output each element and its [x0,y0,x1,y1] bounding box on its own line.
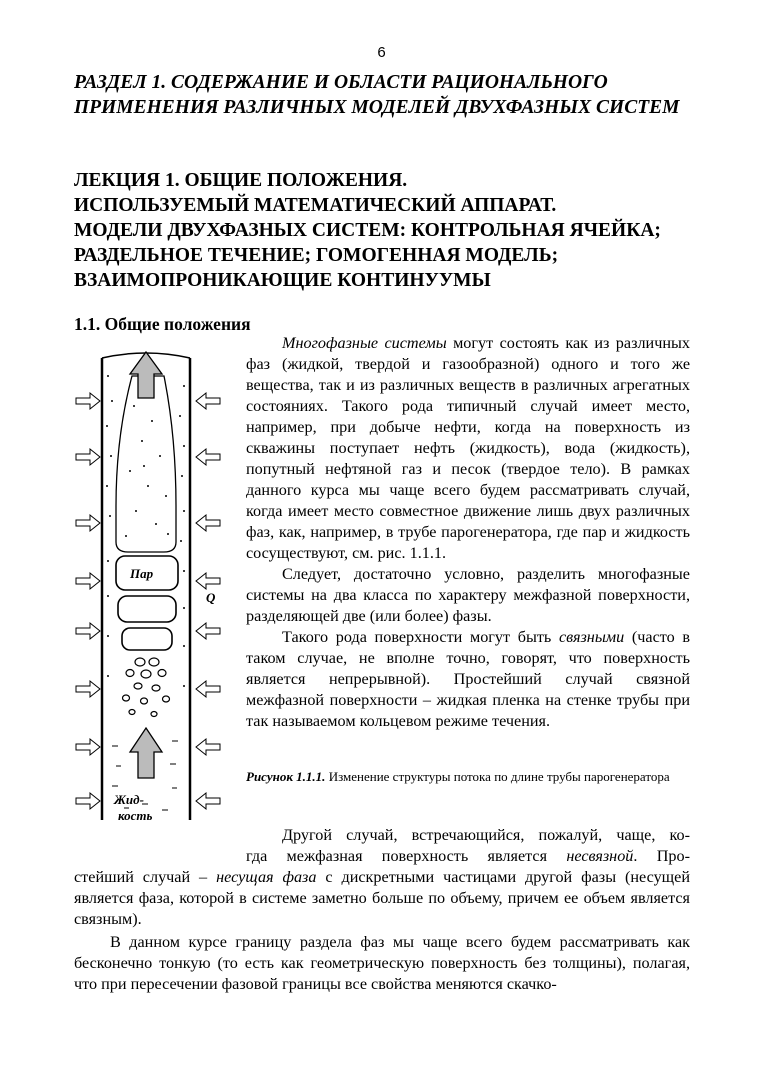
paragraph-2: Следует, достаточно условно, разделить многофазные системы на два класса по характеру межфазной поверхности, разделяющей две (или более) фазы. [246,565,690,625]
lecture-heading-line: ЛЕКЦИЯ 1. ОБЩИЕ ПОЛОЖЕНИЯ. [74,170,408,191]
subsection-heading: 1.1. Общие положения [74,314,251,334]
lecture-heading-line: РАЗДЕЛЬНОЕ ТЕЧЕНИЕ; ГОМОГЕННАЯ МОДЕЛЬ; [74,245,559,266]
steam-slug-2 [118,596,176,622]
paragraph-4-rest: стейший случай – несущая фаза с дискретными частицами другой фазы (несущей является фаза, которой в системе заметно больше по объему, причем ее объем является связным). [74,868,690,928]
paragraph-1: Многофазные системы могут состоять как из различных фаз (жидкой, твердой и газообразной) одного и того же вещества, так и из различных веществ в различных агрегатных состояниях. Такого рода типичный случай имеет место, например, при добыче нефти, когда на поверхность из скважины поступает нефть (жидкость), вода (жидкость), попутный нефтяной газ и песок (твердое тело). В рамках данного курса мы чаще всего будем рассматривать случай, когда имеет место совместное движение лишь двух различных фаз, как, например, в трубе парогенератора, где пар и жидкость сосуществуют, см. рис. 1.1.1. [246,334,690,562]
paragraph-4-line-2: гда межфазная поверхность является несвязной. Про- [246,847,690,865]
term-multiphase: Многофазные системы [282,334,447,352]
lecture-heading-line: МОДЕЛИ ДВУХФАЗНЫХ СИСТЕМ: КОНТРОЛЬНАЯ ЯЧЕЙКА; [74,220,661,241]
term-carrier-phase: несущая фаза [216,868,317,886]
paragraph-4-line-1: Другой случай, встречающийся, пожалуй, чаще, ко- [282,826,690,844]
term-disconnected: несвязной [566,847,634,865]
lecture-heading-line: ВЗАИМОПРОНИКАЮЩИЕ КОНТИНУУМЫ [74,270,491,291]
section-heading: РАЗДЕЛ 1. СОДЕРЖАНИЕ И ОБЛАСТИ РАЦИОНАЛЬНОГО ПРИМЕНЕНИЯ РАЗЛИЧНЫХ МОДЕЛЕЙ ДВУХФАЗНЫХ СИСТЕМ [74,72,680,118]
heat-arrows-left [76,393,100,809]
vapor-core [116,376,176,552]
lecture-heading-line: ИСПОЛЬЗУЕМЫЙ МАТЕМАТИЧЕСКИЙ АППАРАТ. [74,195,557,216]
steam-slug-3 [122,628,172,650]
figure-tube-diagram [72,346,244,826]
term-connected: связными [558,628,625,646]
label-steam: Пар [130,566,154,581]
paragraph-3: Такого рода поверхности могут быть связными (часто в таком случае, не вполне точно, говорят, что поверхность является непрерывной). Простейший случай связной межфазной поверхности – жидкая пленка на стенке трубы при так называемом кольцевом режиме течения. [246,628,690,730]
page-number: 6 [377,44,386,61]
label-heat: Q [206,590,216,605]
bubbles [123,658,170,717]
label-liquid-1: Жид- [114,792,144,807]
text-column-right [246,333,690,732]
caption-label: Рисунок 1.1.1. [246,769,326,784]
lecture-heading [74,168,714,293]
paragraph-5: В данном курсе границу раздела фаз мы чаще всего будем рассматривать как бесконечно тонкую (то есть как геометрическую поверхность без толщины), полагая, что при пересечении фазовой границы все свойства меняются скачко- [74,933,690,993]
label-liquid-2: кость [118,808,153,823]
flow-arrow-bottom [130,728,162,778]
figure-caption: Рисунок 1.1.1. Изменение структуры потока по длине трубы парогенератора [246,769,670,784]
